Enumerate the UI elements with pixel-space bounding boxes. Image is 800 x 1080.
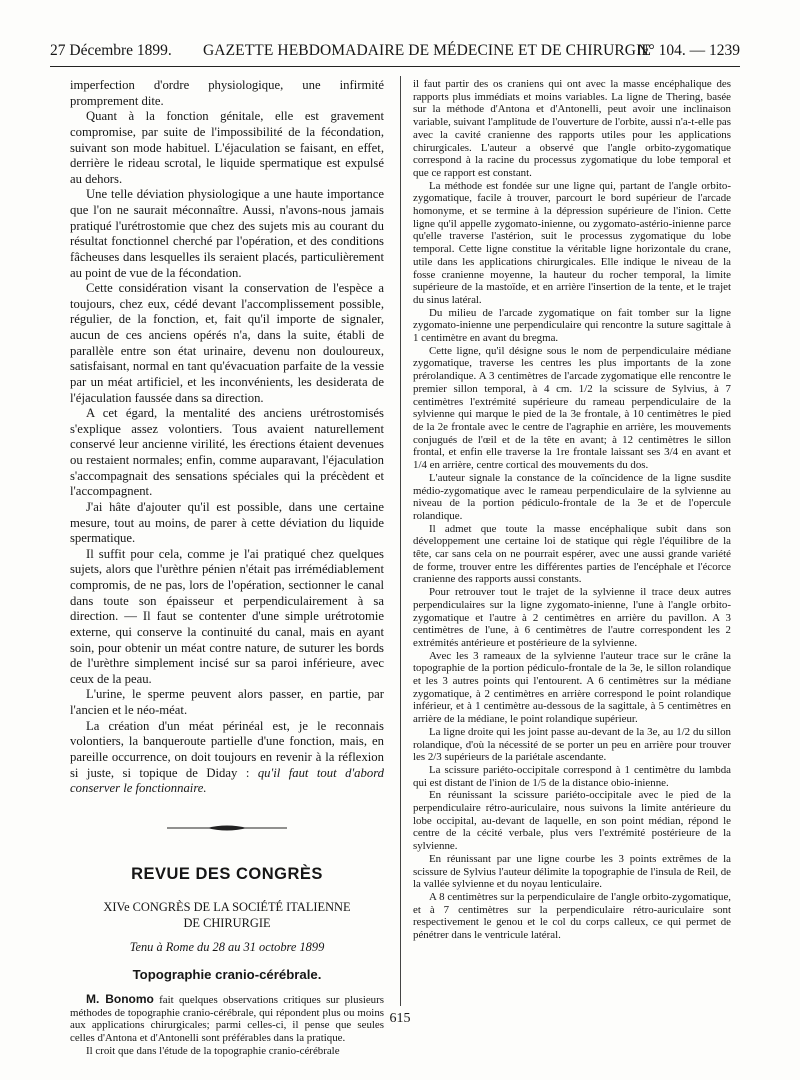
author-name: M. Bonomo bbox=[86, 991, 154, 1006]
paragraph: Une telle déviation physiologique a une haute importance que l'on ne saurait méconnaître. Aussi, n'avons-nous jamais pratiqué l'urétrostomie que chez des sujets mis au courant du résultat fonctionnel cherché par l'opération, et des conditions fâcheuses dans lesquelles ils seraient placés, particulièrement au point de vue de la fécondation. bbox=[70, 187, 384, 280]
running-header bbox=[50, 42, 740, 64]
paragraph: L'urine, le sperme peuvent alors passer, en partie, par l'ancien et le néo-méat. bbox=[70, 687, 384, 717]
page-number: 615 bbox=[389, 1011, 411, 1026]
paragraph: Cette ligne, qu'il désigne sous le nom de perpendiculaire médiane zygomatique, traverse les centres les plus importants de la zone prérolandique. A 3 centimètres de l'arcade zygomatique elle rencontre le premier sillon temporal, à 4 cm. 1/2 la scissure de Sylvius, à 7 centimètres l'extrémité supérieure du rameau perpendiculaire de la sylvienne qui marque le pied de la 3e frontale, à 10 centimètres le pied de la 2e frontale avec le centre de l'agraphie en arrière, les mouvements conjugués de l'œil et de la tête en avant; à 12 centimètres le sillon frontal, et enfin elle traverse la 1re frontale laissant ses 3/4 en avant et 1/4 en arrière, centre cortical des mouvements du dos. bbox=[413, 344, 731, 472]
paragraph: En réunissant par une ligne courbe les 3 points extrêmes de la scissure de Sylvius l'auteur délimite la topographie de l'insula de Reil, de la vallée sylvienne et du noyau lenticulaire. bbox=[413, 852, 731, 891]
paragraph: La ligne droite qui les joint passe au-devant de la 3e, au 1/2 du sillon rolandique, d'où la nécessité de se porter un peu en arrière pour trouver les 2/3 supérieurs de la pariétale ascendante. bbox=[413, 725, 731, 764]
paragraph: Quant à la fonction génitale, elle est gravement compromise, par suite de l'impossibilité de la fécondation, suivant son mode habituel. L'éjaculation se faisant, en effet, derrière le rideau scrotal, le liquide spermatique est expulsé au dehors. bbox=[70, 109, 384, 186]
subsection-title: Topographie cranio-cérébrale. bbox=[132, 967, 322, 983]
paragraph: Cette considération visant la conservation de l'espèce a toujours, chez eux, cédé devant l'accomplissement possible, régulier, de la fonction, et, fait qu'il importe de signaler, aucun de ces anciens opérés n'a, dans la suite, établi de parallèle entre son état urinaire, devenu non douloureux, satisfaisant, normal en tant qu'évacuation parfaite de la vessie par un méat artificiel, et les inconvénients, les desiderata de l'éjaculation faussée dans sa direction. bbox=[70, 281, 384, 405]
column-divider bbox=[400, 76, 401, 1006]
paragraph-text: La création d'un méat périnéal est, je le reconnais volontiers, la banqueroute partielle d'une fonction, mais, en pareille occurrence, on doit toujours en revenir à la réflexion si juste, si topique de Diday : bbox=[70, 718, 384, 780]
congress-line: XIVe CONGRÈS DE LA SOCIÉTÉ ITALIENNE bbox=[103, 900, 351, 915]
congress-line: DE CHIRURGIE bbox=[183, 915, 271, 930]
paragraph: Il admet que toute la masse encéphalique subit dans son développement une certaine loi de statique qui règle l'équilibre de la tête, car sans cela on ne pourrait espérer, avec une aussi grande variété de forme, trouver entre les différentes parties de l'encéphale et l'écorce cranienne des rapports aussi constants. bbox=[413, 522, 731, 586]
paragraph: il faut partir des os craniens qui ont avec la masse encéphalique des rapports plus immédiats et moins variables. La ligne de Thering, basée sur la méthode d'Antona et d'Antonelli, peut avoir une inclinaison variable, suivant l'amplitude de l'ouverture de l'orbite, aussi n'a-t-elle pas avec la cavité cranienne des rapports utiles pour les applications chirurgicales. L'auteur a observé que l'angle orbito-zygomatique correspond à la racine du processus zygomatique du lobe temporal et que ce rapport est constant. bbox=[413, 78, 731, 179]
section-ornament bbox=[167, 823, 287, 833]
diday-quote: qu'il faut tout d'abord conserver le fonctionnaire. bbox=[70, 765, 385, 796]
paragraph: Avec les 3 rameaux de la sylvienne l'auteur trace sur le crâne la topographie de la portion pédiculo-frontale de la 3e, le sillon rolandique et les 3 autres points qui l'entourent. A 6 centimètres sur la médiane zygomatique, à 2 centimètres en arrière correspond le point rolandique inférieur, et à 1 centimètre au-dessous de la sagittale, à 5 centimètres en arrière de la médiane, le point rolandique supérieur. bbox=[413, 649, 731, 726]
header-date: 27 Décembre 1899. bbox=[50, 42, 172, 59]
header-journal-title: GAZETTE HEBDOMADAIRE DE MÉDECINE ET DE CHIRURGIE bbox=[203, 42, 651, 59]
congress-dates: Tenu à Rome du 28 au 31 octobre 1899 bbox=[129, 939, 325, 954]
left-column bbox=[70, 78, 384, 1057]
paragraph: Pour retrouver tout le trajet de la sylvienne il trace deux autres perpendiculaires sur la ligne zygomato-inienne, l'une à l'angle orbito-zygomatique et l'autre à 2 centimètres en arrière du pavillon. A 3 centimètres de l'une, à 6 centimètres de l'autre correspondent les 2 extrémités antérieure et postérieure de la sylvienne. bbox=[413, 586, 731, 649]
header-rule bbox=[50, 66, 740, 67]
paragraph: La méthode est fondée sur une ligne qui, partant de l'angle orbito-zygomatique, facile à trouver, parcourt le bord supérieur de l'arcade homonyme, et se termine à la dépression supérieure de l'inion. Cette ligne qu'il appelle zygomato-inienne, ou zygomato-astério-inienne parce qu'elle traverse l'astérion, suit le processus zygomatique du lobe temporal. Cette ligne constitue la véritable ligne horizontale du crane, utile dans les applications chirurgicales. Elle indique le niveau de la fosse cranienne moyenne, la hauteur du rocher temporal, la limite supérieure de la mastoïde, et en arrière l'insertion de la tente, et le trajet du sinus latéral. bbox=[413, 179, 731, 306]
paragraph: imperfection d'ordre physiologique, une infirmité promprement dite. bbox=[70, 78, 384, 108]
section-title: REVUE DES CONGRÈS bbox=[131, 864, 323, 883]
paragraph: L'auteur signale la constance de la coïncidence de la ligne susdite médio-zygomatique avec le rameau perpendiculaire de la sylvienne au niveau de la portion pédiculo-frontale de la 3e et de l'opercule rolandique. bbox=[413, 471, 731, 522]
right-column bbox=[413, 78, 731, 942]
paragraph: En réunissant la scissure pariéto-occipitale avec le pied de la perpendiculaire rétro-auriculaire, nous suivons la limite antérieure du lobe occipital, au-devant de laquelle, en son point médian, répond le centre de la cécité verbale, plus vers l'extrémité postérieure de la sylvienne. bbox=[413, 789, 731, 853]
paragraph: J'ai hâte d'ajouter qu'il est possible, dans une certaine mesure, tout au moins, de parer à cette déviation du liquide spermatique. bbox=[70, 499, 384, 546]
header-issue-number: N° 104. — 1239 bbox=[637, 42, 740, 59]
paragraph bbox=[70, 719, 384, 797]
paragraph-text: fait quelques observations critiques sur plusieurs méthodes de topographie cranio-cérébrale, qui répondent plus ou moins aux applications chirurgicales; parmi celles-ci, il pense que seules celles d'Antona et d'Antonelli sont préférables dans la pratique. bbox=[70, 993, 384, 1044]
paragraph: Du milieu de l'arcade zygomatique on fait tomber sur la ligne zygomato-inienne une perpendiculaire qui rencontre la suture sagittale à 1 centimètre en avant du bregma. bbox=[413, 306, 731, 345]
paragraph: La scissure pariéto-occipitale correspond à 1 centimètre du lambda qui est distant de l'inion de 1/5 de la distance obio-inienne. bbox=[413, 763, 731, 789]
paragraph: Il suffit pour cela, comme je l'ai pratiqué chez quelques sujets, alors que l'urèthre pénien n'était pas irrémédiablement compromis, de ne pas, lors de l'opération, sectionner le canal dans toute son épaisseur et perpendiculairement à sa direction. — Il faut se contenter d'une simple urétrotomie externe, qui conserve la continuité du canal, mais en ayant soin, pour obtenir un méat contre nature, de suturer les bords de l'urèthre simplement incisé sur sa paroi inférieure, avec ceux de la peau. bbox=[70, 546, 384, 686]
congress-heading bbox=[70, 900, 384, 931]
paragraph: A cet égard, la mentalité des anciens urétrostomisés s'explique assez volontiers. Tous avaient naturellement conservé leur ancienne virilité, les érections étaient devenues ou restaient normales; enfin, comme auparavant, l'éjaculation s'accompagnait des sensations spéciales qui la précèdent et l'accompagnent. bbox=[70, 406, 384, 499]
paragraph: Il croit que dans l'étude de la topographie cranio-cérébrale bbox=[86, 1044, 340, 1057]
paragraph: A 8 centimètres sur la perpendiculaire de l'angle orbito-zygomatique, et à 7 centimètres sur la perpendiculaire rétro-auriculaire sont respectivement le genou et le col du corps calleux, ce qui permet de pénétrer dans le ventricule latéral. bbox=[413, 891, 731, 942]
